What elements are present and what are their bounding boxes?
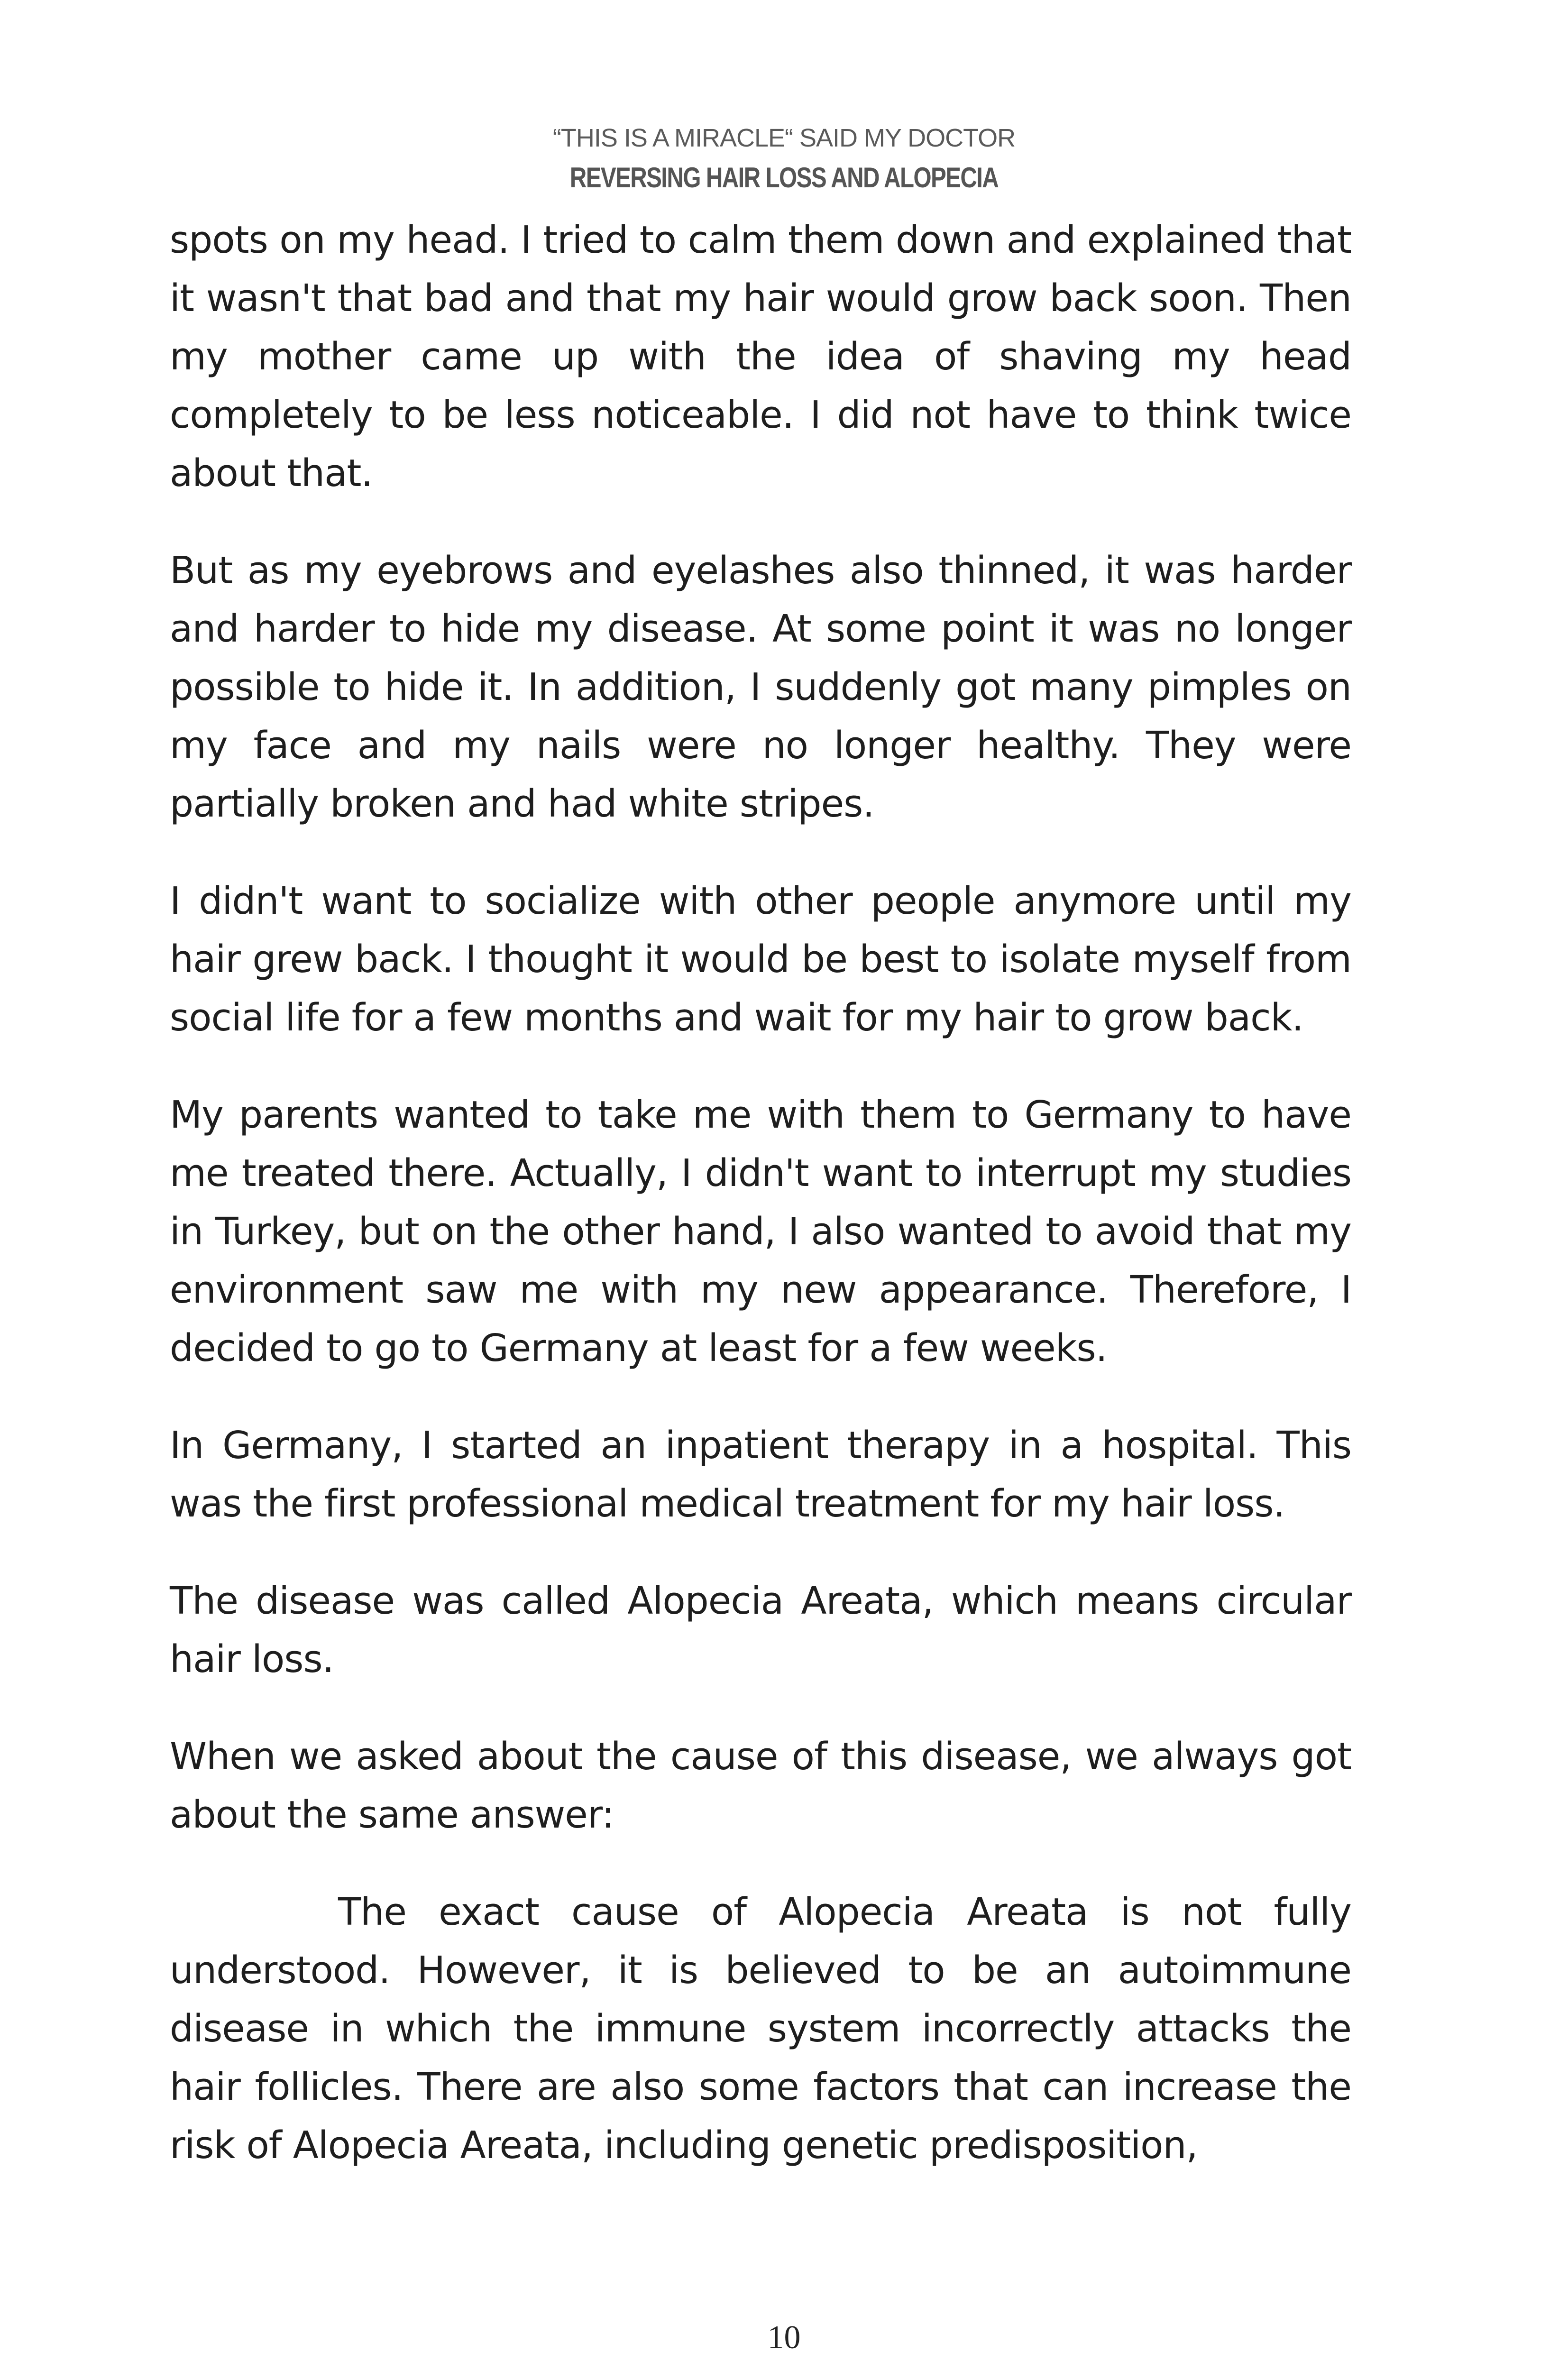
body-text — [170, 211, 1351, 2214]
paragraph-6: The disease was called Alopecia Areata, which means circular hair loss. — [170, 1579, 1351, 1681]
paragraph-7: When we asked about the cause of this disease, we always got about the same answer: — [170, 1735, 1351, 1837]
paragraph-5: In Germany, I started an inpatient therapy in a hospital. This was the first professional medical treatment for my hair loss. — [170, 1424, 1351, 1526]
paragraph-8-quote: The exact cause of Alopecia Areata is not fully understood. However, it is believed to be an autoimmune disease in which the immune system incorrectly attacks the hair follicles. There are also some factors that can increase the risk of Alopecia Areata, including genetic predisposition, — [170, 1890, 1351, 2167]
paragraph-3: I didn't want to socialize with other people anymore until my hair grew back. I thought it would be best to isolate myself from social life for a few months and wait for my hair to grow back. — [170, 879, 1351, 1039]
page-number: 10 — [767, 2319, 801, 2356]
running-header-subtitle: REVERSING HAIR LOSS AND ALOPECIA — [569, 162, 999, 193]
paragraph-4: My parents wanted to take me with them to Germany to have me treated there. Actually, I didn't want to interrupt my studies in Turkey, but on the other hand, I also wanted to avoid that my environment saw me with my new appearance. Therefore, I decided to go to Germany at least for a few weeks. — [170, 1093, 1351, 1370]
paragraph-2: But as my eyebrows and eyelashes also thinned, it was harder and harder to hide my disease. At some point it was no longer possible to hide it. In addition, I suddenly got many pimples on my face and my nails were no longer healthy. They were partially broken and had white stripes. — [170, 549, 1351, 826]
paragraph-1: spots on my head. I tried to calm them down and explained that it wasn't that bad and that my hair would grow back soon. Then my mother came up with the idea of shaving my head completely to be less noticeable. I did not have to think twice about that. — [170, 218, 1351, 495]
running-header-title: “THIS IS A MIRACLE“ SAID MY DOCTOR — [552, 124, 1016, 152]
